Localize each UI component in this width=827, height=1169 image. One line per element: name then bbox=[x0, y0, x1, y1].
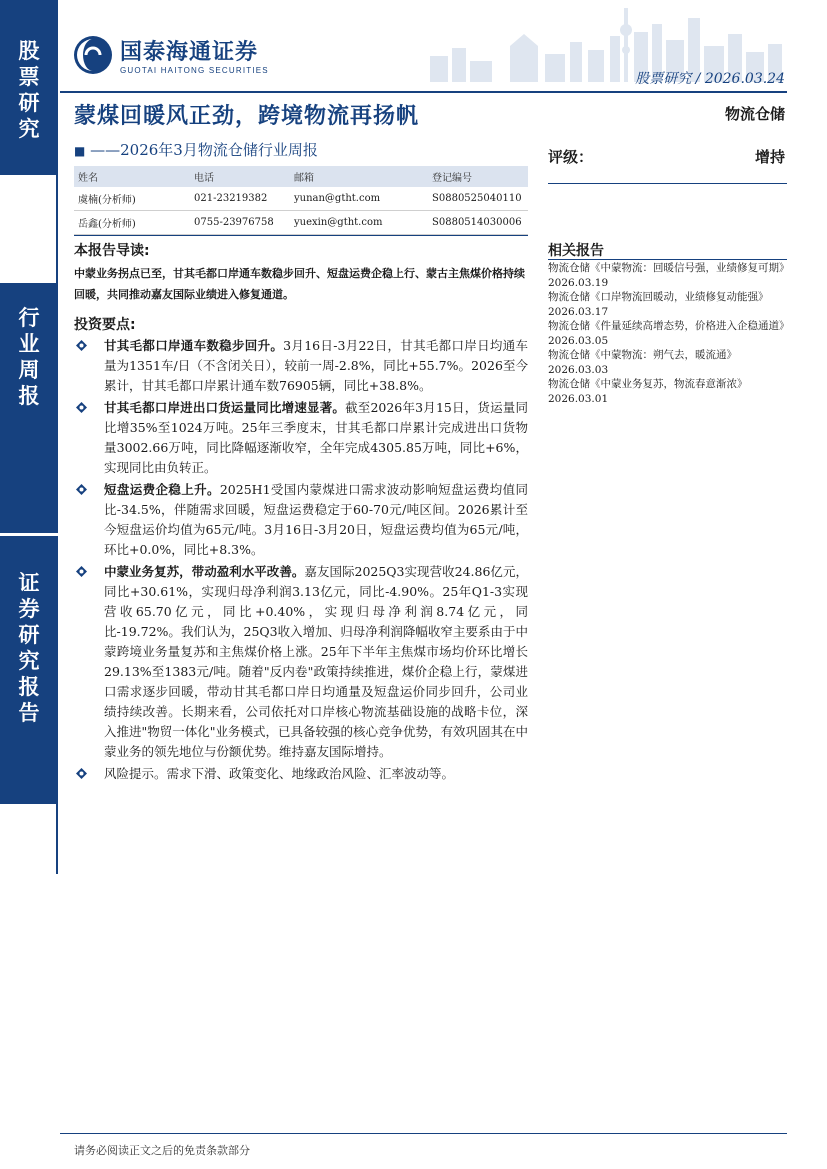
analyst-reg-no: S0880525040110 bbox=[428, 187, 528, 211]
related-report-link[interactable]: 物流仓储《中蒙物流：回暖信号强，业绩修复可期》2026.03.19 bbox=[548, 262, 785, 289]
analyst-email[interactable]: yuexin@gtht.com bbox=[290, 211, 428, 235]
list-item bbox=[74, 336, 528, 396]
point-lead: 甘其毛都口岸通车数稳步回升。 bbox=[104, 338, 284, 353]
analyst-name: 虞楠(分析师) bbox=[74, 187, 190, 211]
header-reg-no: 登记编号 bbox=[428, 166, 528, 187]
report-date: 2026.03.24 bbox=[704, 71, 785, 87]
bullet-icon bbox=[76, 768, 87, 779]
list-item bbox=[74, 764, 528, 784]
report-title: 蒙煤回暖风正劲，跨境物流再扬帆 bbox=[74, 104, 420, 129]
list-item bbox=[74, 398, 528, 478]
point-body: 嘉友国际2025Q3实现营收24.86亿元，同比+30.61%，实现归母净利润3.13亿元，同比-4.90%。25年Q1-3实现营收65.70亿元，同比+0.40%，实现归母净利润8.74亿元，同比-19.72%。我们认为，25Q3收入增加、归母净利润降幅收窄主要系由于中蒙跨境业务量复苏和主焦煤价格上涨。25年下半年主焦煤市场均价环比增长29.13%至1383元/吨。随着"反内卷"政策持续推进，煤价企稳上行，蒙煤进口需求逐步回暖，带动甘其毛都口岸日均通量及短盘运价同步回升，公司业绩持续改善。长期来看，公司依托对口岸核心物流基础设施的战略卡位，深入推进"物贸一体化"业务模式，已具备较强的核心竞争优势，有效巩固其在中蒙业务的领先地位与份额优势。维持嘉友国际增持。 bbox=[104, 564, 529, 759]
industry-name: 物流仓储 bbox=[724, 105, 785, 123]
brand-name-en: GUOTAI HAITONG SECURITIES bbox=[120, 66, 269, 75]
analyst-table bbox=[74, 166, 528, 235]
related-report-link[interactable]: 物流仓储《件量延续高增态势，价格进入企稳通道》2026.03.05 bbox=[548, 320, 785, 347]
sidebar-divider bbox=[56, 804, 58, 874]
company-logo bbox=[72, 34, 269, 76]
report-meta bbox=[635, 68, 785, 88]
related-heading: 相关报告 bbox=[548, 243, 604, 259]
point-lead: 中蒙业务复苏，带动盈利水平改善。 bbox=[104, 564, 305, 579]
related-reports bbox=[548, 261, 788, 406]
report-subtitle bbox=[74, 139, 318, 160]
point-body: 截至2026年3月15日，货运量同比增35%至1024万吨。25年三季度末，甘其毛都口岸累计完成进出口货物量3002.66万吨，同比降幅逐渐收窄，全年完成4305.85万吨，同比+6%，实现同比由负转正。 bbox=[104, 400, 528, 475]
analyst-phone: 0755-23976758 bbox=[190, 211, 290, 235]
related-report-link[interactable]: 物流仓储《中蒙物流：朔气去，暖流通》2026.03.03 bbox=[548, 349, 737, 376]
footer-rule bbox=[60, 1133, 787, 1134]
rating-value: 增持 bbox=[754, 148, 785, 166]
point-body: 风险提示。需求下滑、政策变化、地缘政治风险、汇率波动等。 bbox=[104, 766, 455, 781]
rating-label: 评级： bbox=[548, 148, 594, 166]
subtitle-text: ——2026年3月物流仓储行业周报 bbox=[90, 141, 318, 159]
guide-text: 中蒙业务拐点已至，甘其毛都口岸通车数稳步回升、短盘运费企稳上行、蒙古主焦煤价格持续回暖，共同推动嘉友国际业绩进入修复通道。 bbox=[74, 267, 525, 301]
subtitle-marker: ■ bbox=[74, 144, 86, 158]
header-name: 姓名 bbox=[74, 166, 190, 187]
sidebar-label-stock-research: 股票研究 bbox=[0, 0, 58, 175]
list-item bbox=[74, 480, 528, 560]
rating-rule bbox=[548, 183, 787, 184]
brand-name-cn: 国泰海通证券 bbox=[120, 40, 259, 65]
bullet-icon bbox=[76, 402, 87, 413]
point-lead: 短盘运费企稳上升。 bbox=[104, 482, 220, 497]
bullet-icon bbox=[76, 340, 87, 351]
analyst-name: 岳鑫(分析师) bbox=[74, 211, 190, 235]
header-phone: 电话 bbox=[190, 166, 290, 187]
related-rule bbox=[548, 259, 787, 260]
meta-separator: / bbox=[695, 71, 701, 87]
related-report-link[interactable]: 物流仓储《口岸物流回暖动，业绩修复动能强》2026.03.17 bbox=[548, 291, 769, 318]
guide-heading: 本报告导读: bbox=[74, 243, 150, 259]
sidebar-divider bbox=[56, 175, 58, 283]
bullet-icon bbox=[76, 566, 87, 577]
table-row bbox=[74, 187, 528, 211]
header-email: 邮箱 bbox=[290, 166, 428, 187]
header-rule bbox=[60, 91, 787, 93]
table-row bbox=[74, 211, 528, 235]
bullet-icon bbox=[76, 484, 87, 495]
point-body: 2025H1受国内蒙煤进口需求波动影响短盘运费均值同比-34.5%，伴随需求回暖，短盘运费稳定于60-70元/吨区间。2026累计至今短盘运价均值为65元/吨。3月16日-3月20日，短盘运费均值为65元/吨，环比+0.0%，同比+8.3%。 bbox=[104, 482, 528, 557]
report-type: 股票研究 bbox=[635, 71, 692, 87]
investment-points bbox=[74, 336, 528, 784]
left-sidebar bbox=[0, 0, 58, 1169]
point-lead: 甘其毛都口岸进出口货运量同比增速显著。 bbox=[104, 400, 346, 415]
sidebar-label-securities-report: 证券研究报告 bbox=[0, 536, 58, 804]
list-item bbox=[74, 562, 528, 762]
sidebar-label-industry-weekly: 行业周报 bbox=[0, 283, 58, 533]
table-header-row bbox=[74, 166, 528, 187]
analyst-phone: 021-23219382 bbox=[190, 187, 290, 211]
disclaimer-footer: 请务必阅读正文之后的免责条款部分 bbox=[74, 1144, 250, 1157]
related-report-link[interactable]: 物流仓储《中蒙业务复苏，物流春意渐浓》2026.03.01 bbox=[548, 378, 748, 405]
analyst-reg-no: S0880514030006 bbox=[428, 211, 528, 235]
section-rule bbox=[74, 235, 528, 236]
analyst-email[interactable]: yunan@gtht.com bbox=[290, 187, 428, 211]
logo-mark-icon bbox=[72, 34, 114, 76]
point-body: 3月16日-3月22日，甘其毛都口岸日均通车量为1351车/日（不含闭关日），较前一周-2.8%，同比+55.7%。2026至今累计，甘其毛都口岸累计通车数76905辆，同比+38.8%。 bbox=[104, 338, 528, 393]
points-heading: 投资要点: bbox=[74, 317, 136, 333]
